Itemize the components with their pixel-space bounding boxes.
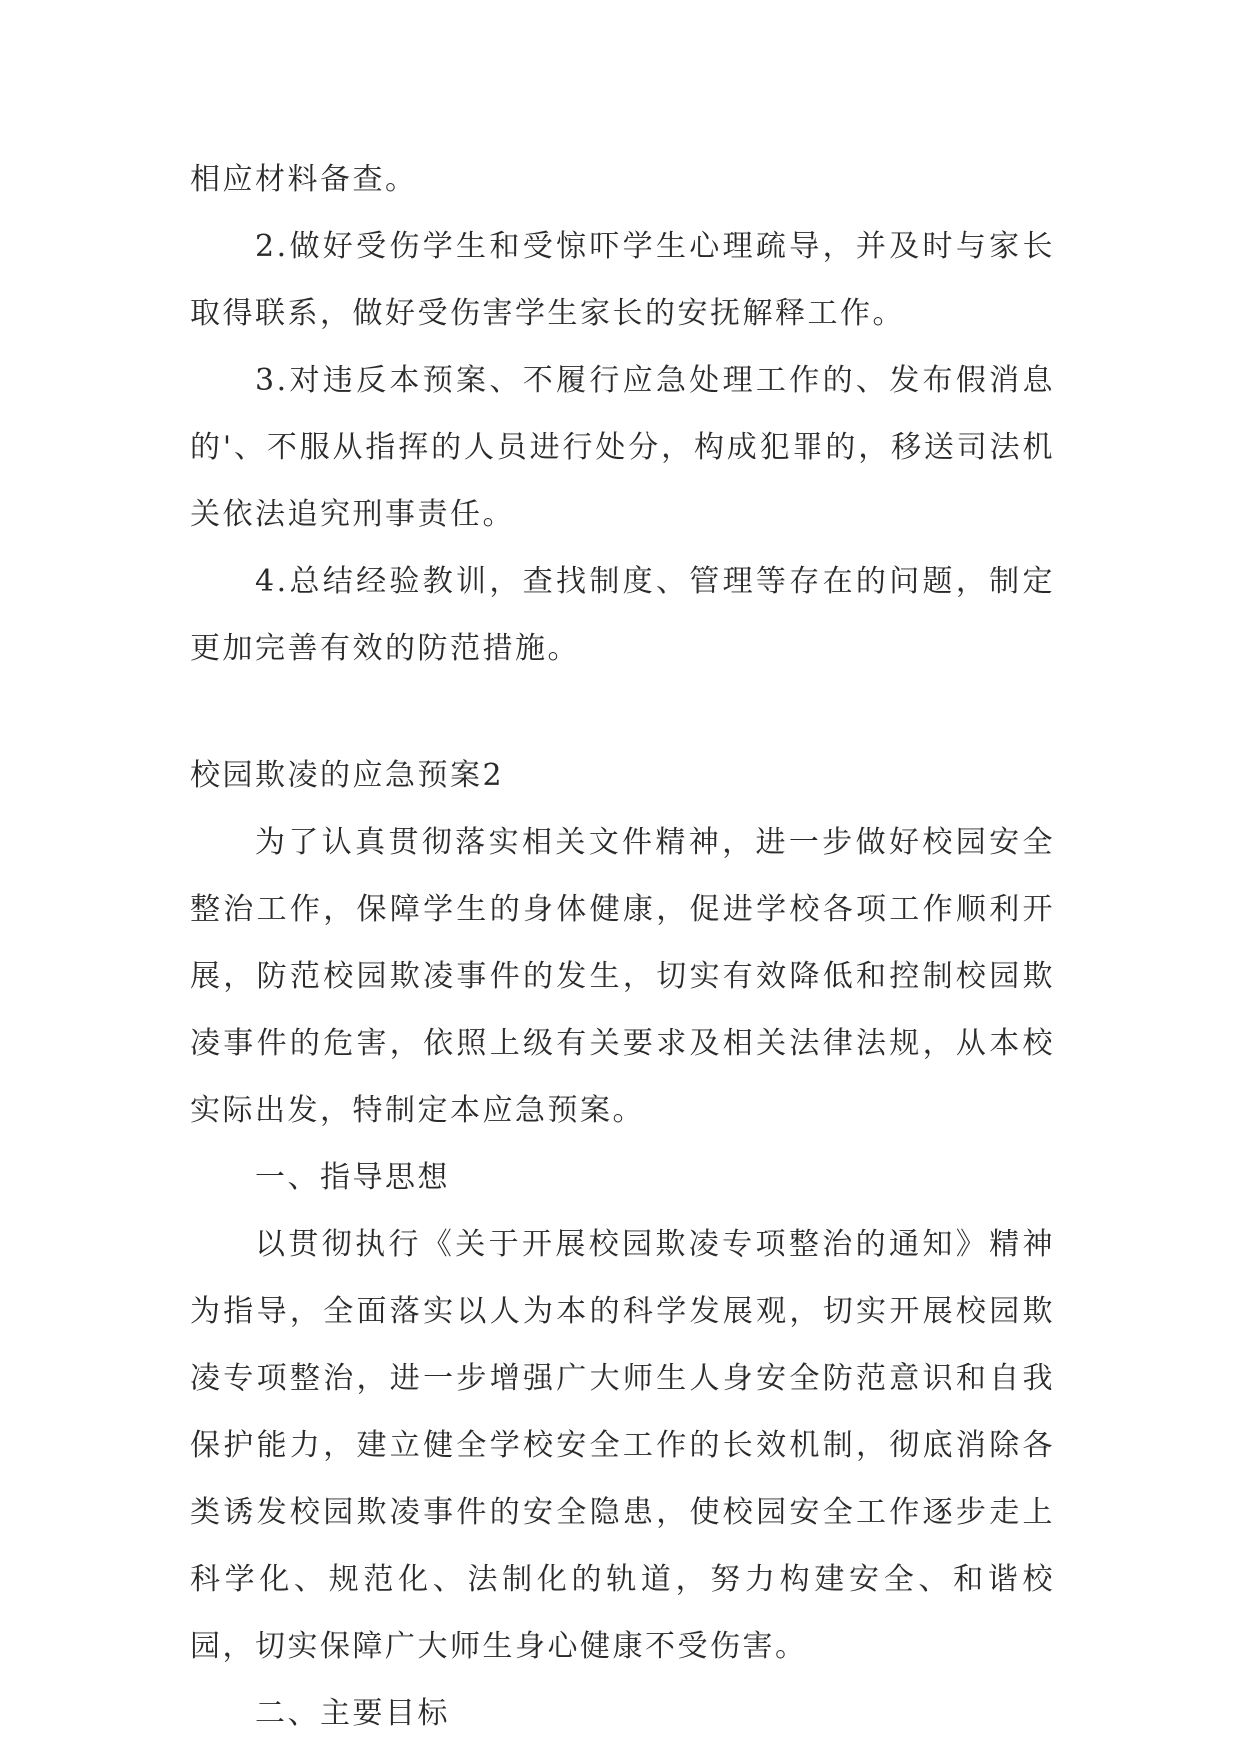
heading-main-goals: 二、主要目标 <box>255 1696 450 1731</box>
document-body <box>190 146 1055 1747</box>
paragraph-intro: 为了认真贯彻落实相关文件精神，进一步做好校园安全整治工作，保障学生的身体健康，促进学校各项工作顺利开展，防范校园欺凌事件的发生，切实有效降低和控制校园欺凌事件的危害，依照上级有关要求及相关法律法规，从本校实际出发，特制定本应急预案。 <box>190 825 1055 1128</box>
section-spacer <box>190 682 1055 742</box>
heading-guiding-thought: 一、指导思想 <box>255 1160 450 1195</box>
paragraph-item-4: 4.总结经验教训，查找制度、管理等存在的问题，制定更加完善有效的防范措施。 <box>190 564 1055 666</box>
paragraph-item-3: 3.对违反本预案、不履行应急处理工作的、发布假消息的'、不服从指挥的人员进行处分，构成犯罪的，移送司法机关依法追究刑事责任。 <box>190 363 1055 532</box>
paragraph-guiding-thought: 以贯彻执行《关于开展校园欺凌专项整治的通知》精神为指导，全面落实以人为本的科学发展观，切实开展校园欺凌专项整治，进一步增强广大师生人身安全防范意识和自我保护能力，建立健全学校安全工作的长效机制，彻底消除各类诱发校园欺凌事件的安全隐患，使校园安全工作逐步走上科学化、规范化、法制化的轨道，努力构建安全、和谐校园，切实保障广大师生身心健康不受伤害。 <box>190 1227 1055 1664</box>
section-title: 校园欺凌的应急预案2 <box>190 758 505 793</box>
paragraph-item-2: 2.做好受伤学生和受惊吓学生心理疏导，并及时与家长取得联系，做好受伤害学生家长的安抚解释工作。 <box>190 229 1055 331</box>
paragraph-continuation: 相应材料备查。 <box>190 162 418 197</box>
